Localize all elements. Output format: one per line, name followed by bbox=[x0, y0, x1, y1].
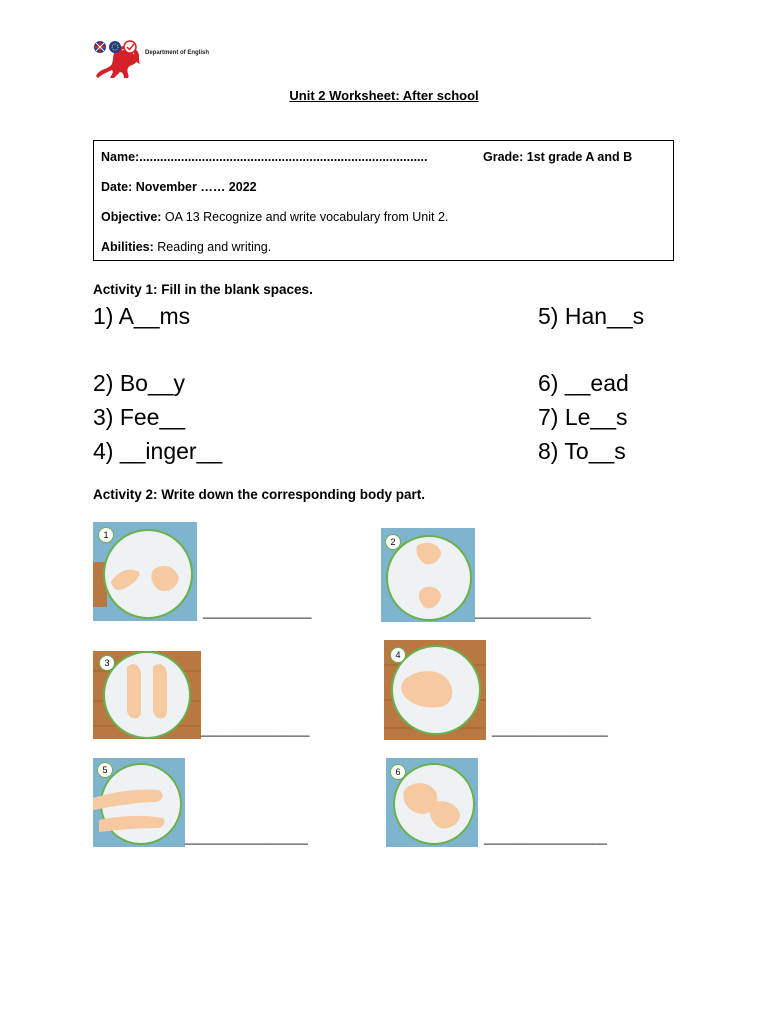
answer-line-4[interactable]: ________________ bbox=[492, 722, 608, 737]
abilities-text: Reading and writing. bbox=[153, 240, 272, 254]
fill-item-7: 7) Le__s bbox=[538, 404, 628, 430]
flags-icon bbox=[94, 40, 144, 54]
picture-number-5: 5 bbox=[97, 762, 113, 778]
fill-item-8: 8) To__s bbox=[538, 438, 626, 464]
worksheet-title: Unit 2 Worksheet: After school bbox=[289, 88, 479, 103]
abilities-label: Abilities: bbox=[101, 240, 154, 254]
picture-number-1: 1 bbox=[98, 527, 114, 543]
objective-label: Objective: bbox=[101, 210, 162, 224]
fill-item-3: 3) Fee__ bbox=[93, 404, 186, 430]
fill-item-1: 1) A__ms bbox=[93, 303, 191, 329]
student-info-box bbox=[93, 140, 674, 261]
date-row bbox=[101, 180, 257, 194]
name-label: Name: bbox=[101, 150, 140, 164]
objective-text: OA 13 Recognize and write vocabulary from Unit 2. bbox=[161, 210, 449, 224]
grade-row bbox=[483, 150, 632, 164]
answer-line-5[interactable]: _________________ bbox=[185, 830, 308, 845]
logo-text: Department of English bbox=[145, 50, 210, 56]
picture-number-2: 2 bbox=[385, 534, 401, 550]
date-label: Date: November …… 2022 bbox=[101, 180, 257, 194]
fill-item-2: 2) Bo__y bbox=[93, 370, 186, 396]
activity2-heading: Activity 2: Write down the corresponding body part. bbox=[93, 487, 426, 502]
picture-6-legs bbox=[386, 758, 478, 847]
department-logo bbox=[94, 40, 229, 82]
name-dots: ................................................................................... bbox=[139, 150, 428, 164]
picture-3-feet bbox=[93, 651, 201, 739]
answer-line-6[interactable]: _________________ bbox=[484, 830, 607, 845]
activity1-heading: Activity 1: Fill in the blank spaces. bbox=[93, 282, 313, 297]
fill-item-5: 5) Han__s bbox=[538, 303, 645, 329]
objective-row bbox=[101, 210, 448, 224]
answer-line-3[interactable]: _______________ bbox=[201, 722, 310, 737]
picture-number-4: 4 bbox=[390, 647, 406, 663]
fill-item-6: 6) __ead bbox=[538, 370, 629, 396]
picture-number-6: 6 bbox=[390, 764, 406, 780]
abilities-row bbox=[101, 240, 271, 254]
fill-item-4: 4) __inger__ bbox=[93, 438, 223, 464]
picture-number-3: 3 bbox=[99, 655, 115, 671]
grade-label: Grade: 1st grade A and B bbox=[483, 150, 633, 164]
picture-4-toes bbox=[384, 640, 486, 740]
picture-2-fingers bbox=[381, 528, 475, 622]
answer-line-1[interactable]: _______________ bbox=[203, 604, 312, 619]
name-row bbox=[101, 150, 427, 164]
picture-1-hands bbox=[93, 522, 197, 621]
answer-line-2[interactable]: ________________ bbox=[475, 604, 591, 619]
picture-5-arms bbox=[93, 758, 185, 847]
